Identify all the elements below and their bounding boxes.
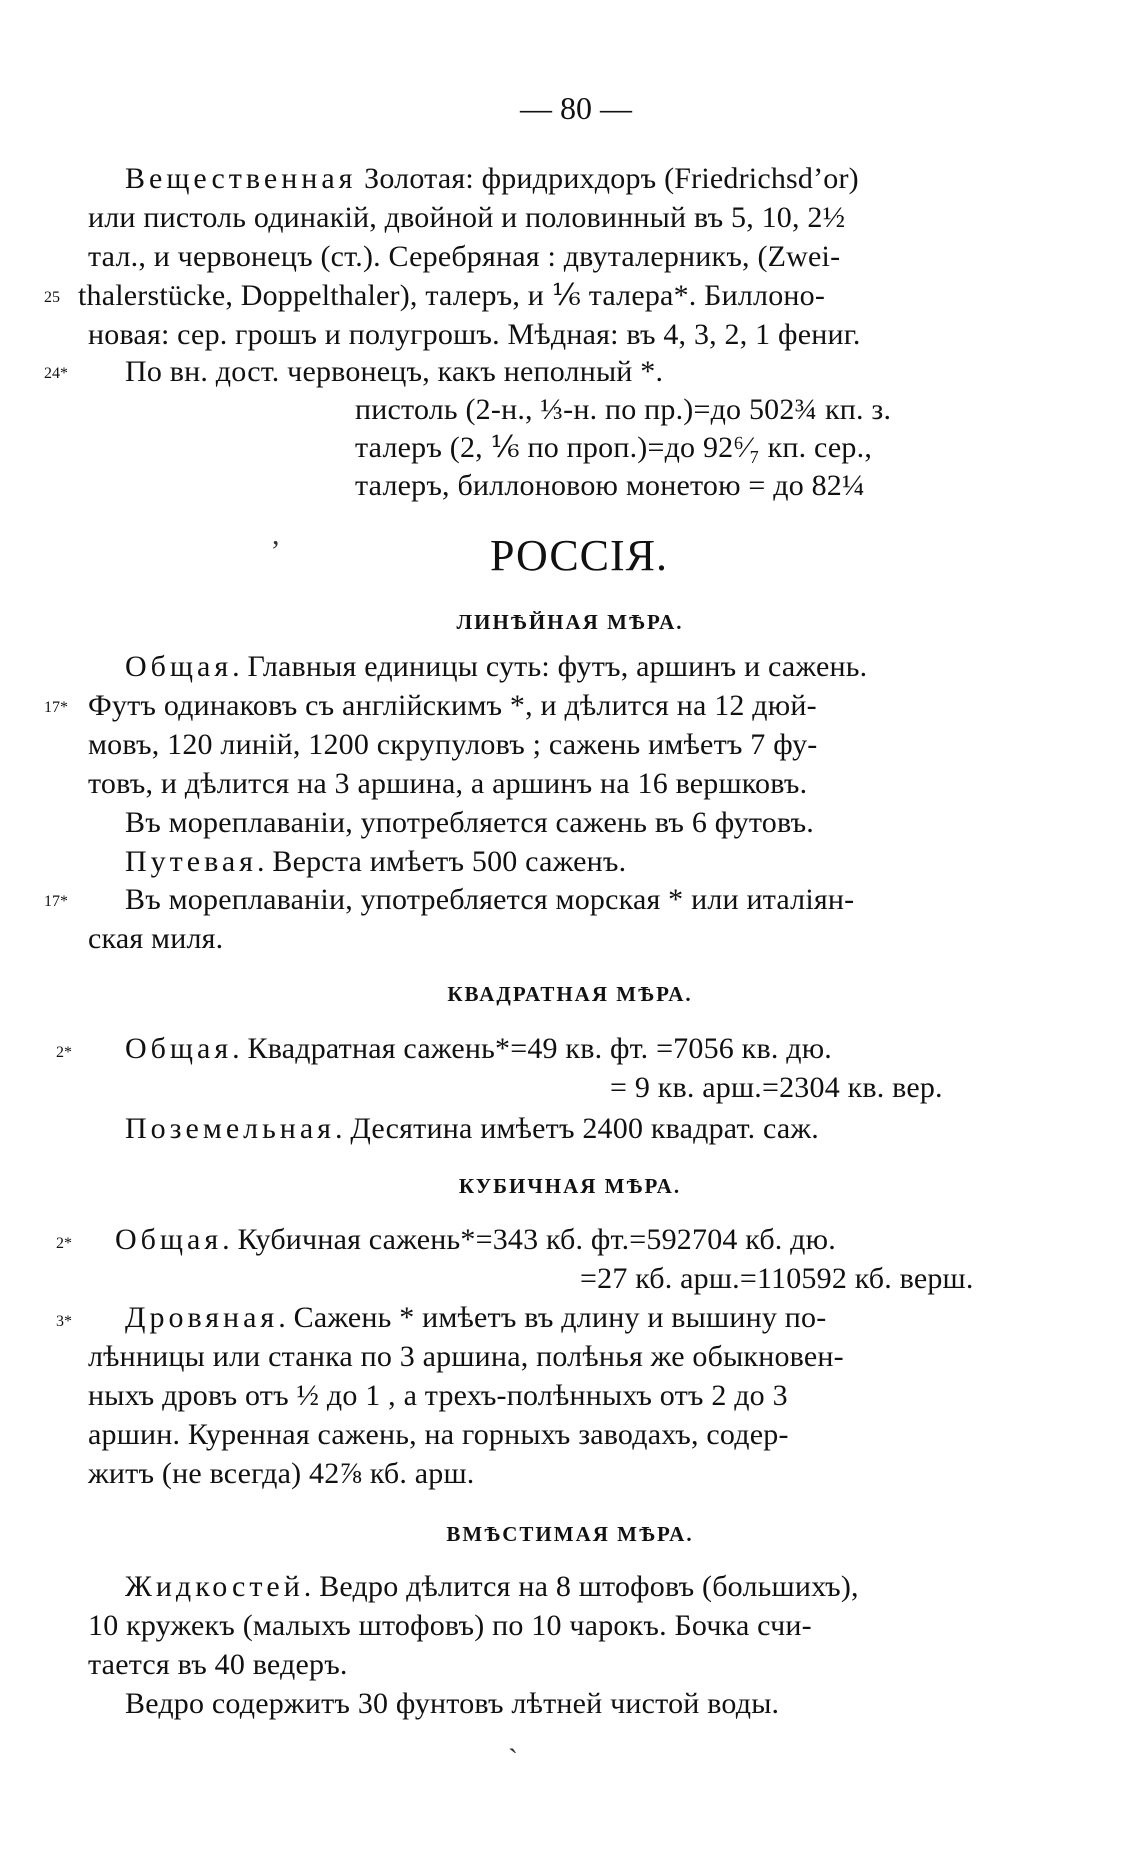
text-line-13: товъ, и дѣлится на 3 аршина, а аршинъ на 16 вершковъ.: [88, 767, 808, 800]
text-line-23: Дровяная. Сажень * имѣетъ въ длину и вышину по-: [125, 1301, 827, 1334]
text-line-8: талеръ (2, ⅙ по проп.)=до 92⁶⁄₇ кп. сер.,: [355, 431, 873, 464]
text-line-10: Общая. Главныя единицы суть: футъ, аршинъ и сажень.: [125, 650, 868, 683]
text-line-26: аршин. Куренная сажень, на горныхъ заводахъ, содер-: [88, 1418, 789, 1451]
margin-note: 2*: [56, 1235, 72, 1252]
ink-mark: ,: [272, 518, 280, 551]
text-line-6: По вн. дост. червонецъ, какъ неполный *.: [125, 355, 664, 388]
text-line-9: талеръ, биллоновою монетою = до 82¼: [355, 469, 865, 502]
text-line-29: 10 кружекъ (малыхъ штофовъ) по 10 чарокъ. Бочка счи-: [88, 1609, 812, 1642]
text-line-21: Общая. Кубичная сажень*=343 кб. фт.=592704 кб. дю.: [115, 1223, 836, 1256]
heading-square-measure: КВАДРАТНАЯ МѢРА.: [447, 982, 693, 1006]
text-line-27: житъ (не всегда) 42⅞ кб. арш.: [88, 1457, 475, 1490]
ink-mark: ˋ: [508, 1743, 518, 1776]
text-line-31: Ведро содержитъ 30 фунтовъ лѣтней чистой воды.: [125, 1687, 780, 1720]
margin-note: 25: [44, 289, 60, 306]
text-line-5: новая: сер. грошъ и полугрошъ. Мѣдная: въ 4, 3, 2, 1 фениг.: [88, 318, 861, 351]
text-line-19: = 9 кв. арш.=2304 кв. вер.: [610, 1071, 943, 1104]
heading-linear-measure: ЛИНѢЙНАЯ МѢРА.: [456, 610, 684, 634]
text-line-25: ныхъ дровъ отъ ½ до 1 , а трехъ-полѣнныхъ отъ 2 до 3: [88, 1379, 788, 1412]
text-line-3: тал., и червонецъ (ст.). Серебряная : двуталерникъ, (Zwei-: [88, 240, 841, 273]
text-line-22: =27 кб. арш.=110592 кб. верш.: [580, 1262, 974, 1295]
heading-cubic-measure: КУБИЧНАЯ МѢРА.: [458, 1174, 682, 1198]
text-line-20: Поземельная. Десятина имѣетъ 2400 квадрат. саж.: [125, 1112, 820, 1145]
margin-note: 17*: [44, 893, 68, 910]
text-line-4: thalerstücke, Doppelthaler), талеръ, и ⅙ талера*. Биллоно-: [78, 279, 826, 312]
text-line-2: или пистоль одинакій, двойной и половинный въ 5, 10, 2½: [88, 201, 846, 234]
text-line-15: Путевая. Верста имѣетъ 500 саженъ.: [125, 845, 627, 878]
text-line-30: тается въ 40 ведеръ.: [88, 1648, 348, 1681]
text-line-18: Общая. Квадратная сажень*=49 кв. фт. =7056 кв. дю.: [125, 1032, 833, 1065]
page-number: — 80 —: [520, 90, 632, 126]
text-line-24: лѣнницы или станка по 3 аршина, полѣнья же обыкновен-: [88, 1340, 844, 1373]
margin-note: 17*: [44, 699, 68, 716]
text-line-14: Въ мореплаваніи, употребляется сажень въ 6 футовъ.: [125, 806, 814, 839]
text-line-28: Жидкостей. Ведро дѣлится на 8 штофовъ (большихъ),: [125, 1570, 859, 1603]
section-title: РОССІЯ.: [490, 531, 669, 580]
heading-capacity-measure: ВМѢСТИМАЯ МѢРА.: [446, 1522, 694, 1546]
text-line-1: Вещественная Золотая: фридрихдоръ (Friedrichsd’or): [125, 162, 859, 195]
text-line-11: Футъ одинаковъ съ англійскимъ *, и дѣлится на 12 дюй-: [88, 689, 817, 722]
text-line-12: мовъ, 120 линій, 1200 скрупуловъ ; сажень имѣетъ 7 фу-: [88, 728, 818, 761]
text-line-17: ская миля.: [88, 922, 224, 955]
margin-note: 24*: [44, 365, 68, 382]
margin-note: 3*: [56, 1313, 72, 1330]
text-line-7: пистоль (2-н., ⅓-н. по пр.)=до 502¾ кп. з.: [355, 393, 892, 426]
text-line-16: Въ мореплаваніи, употребляется морская * или италіян-: [125, 883, 855, 916]
margin-note: 2*: [56, 1044, 72, 1061]
